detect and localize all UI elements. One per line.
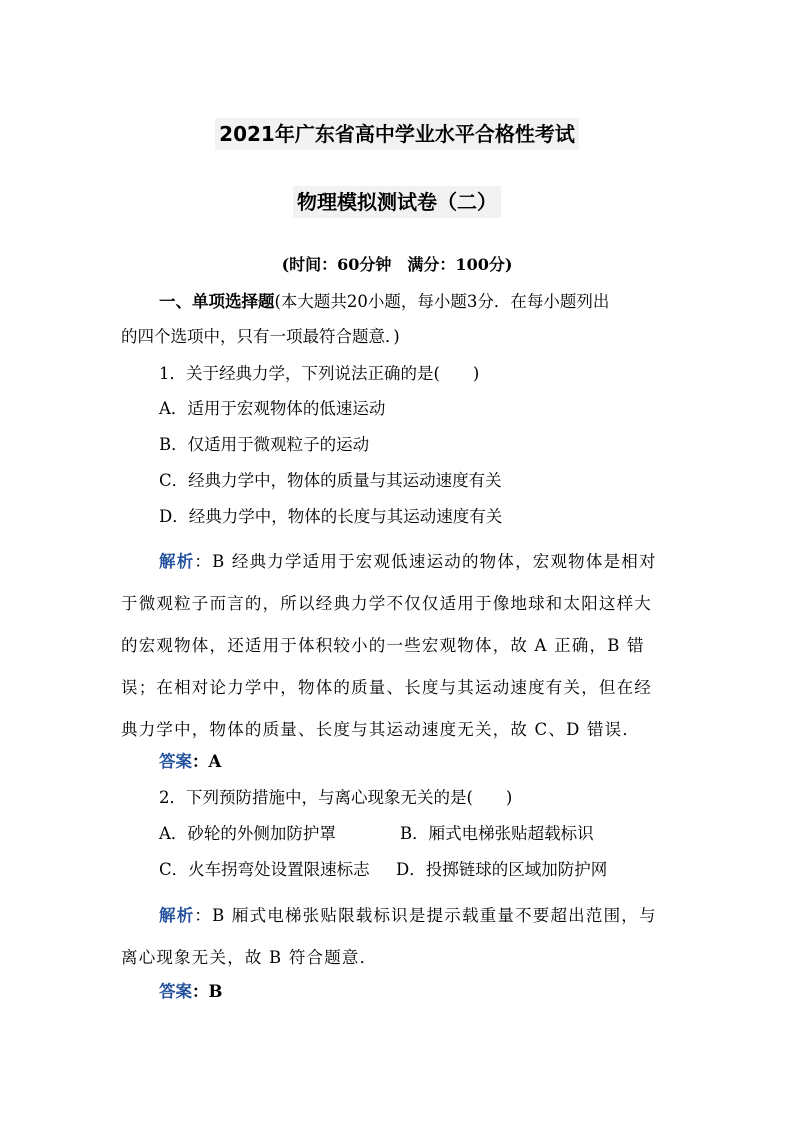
question-1-explanation-line-1 xyxy=(159,550,657,574)
question-2-option-d: D．投掷链球的区域加防护网 xyxy=(396,860,608,879)
question-2-option-b: B．厢式电梯张贴超载标识 xyxy=(400,824,594,843)
explanation-label: 解析 xyxy=(159,552,195,571)
explanation-text: ：B 厢式电梯张贴限载标识是提示载重量不要超出范围，与 xyxy=(194,906,657,925)
question-2-explanation-line-2: 离心现象无关，故 B 符合题意． xyxy=(121,948,378,967)
question-2-stem: 2．下列预防措施中，与离心现象无关的是( ) xyxy=(159,788,513,807)
question-1-explanation-line-2: 于微观粒子而言的，所以经典力学不仅仅适用于像地球和太阳这样大 xyxy=(121,594,652,613)
question-1-stem: 1．关于经典力学，下列说法正确的是( ) xyxy=(159,364,480,383)
page-subtitle: 物理模拟测试卷（二） xyxy=(293,186,501,218)
page-title: 2021年广东省高中学业水平合格性考试 xyxy=(215,118,579,150)
question-1-option-c: C．经典力学中，物体的质量与其运动速度有关 xyxy=(159,471,502,490)
section-heading: 一、单项选择题 xyxy=(159,292,275,311)
explanation-text: ：B 经典力学适用于宏观低速运动的物体，宏观物体是相对 xyxy=(194,552,657,571)
subtitle-row xyxy=(0,186,794,218)
explanation-label: 解析 xyxy=(159,906,195,925)
question-1-option-d: D．经典力学中，物体的长度与其运动速度有关 xyxy=(159,507,503,526)
question-1-option-a: A．适用于宏观物体的低速运动 xyxy=(159,399,386,418)
question-1-explanation-line-3: 的宏观物体，还适用于体积较小的一些宏观物体，故 A 正确，B 错 xyxy=(121,636,645,655)
question-2-answer xyxy=(159,980,222,1004)
time-info: (时间：60分钟 满分：100分) xyxy=(281,255,513,274)
answer-label: 答案 xyxy=(159,982,192,1001)
answer-value: ：B xyxy=(192,982,223,1001)
question-1-explanation-line-5: 典力学中，物体的质量、长度与其运动速度无关，故 C、D 错误． xyxy=(121,720,641,739)
section-instructions-line-1 xyxy=(159,290,609,314)
title-row xyxy=(0,118,794,150)
question-1-answer xyxy=(159,750,221,774)
question-2-explanation-line-1 xyxy=(159,904,657,928)
answer-value: ：A xyxy=(192,752,222,771)
section-instructions-line-2: 的四个选项中，只有一项最符合题意．) xyxy=(121,327,400,346)
question-1-option-b: B．仅适用于微观粒子的运动 xyxy=(159,435,370,454)
section-instructions-text-1: (本大题共20小题，每小题3分．在每小题列出 xyxy=(274,292,610,311)
question-2-option-c: C．火车拐弯处设置限速标志 xyxy=(159,860,370,879)
question-2-option-a: A．砂轮的外侧加防护罩 xyxy=(159,824,336,843)
answer-label: 答案 xyxy=(159,752,192,771)
question-1-explanation-line-4: 误；在相对论力学中，物体的质量、长度与其运动速度有关，但在经 xyxy=(121,678,652,697)
